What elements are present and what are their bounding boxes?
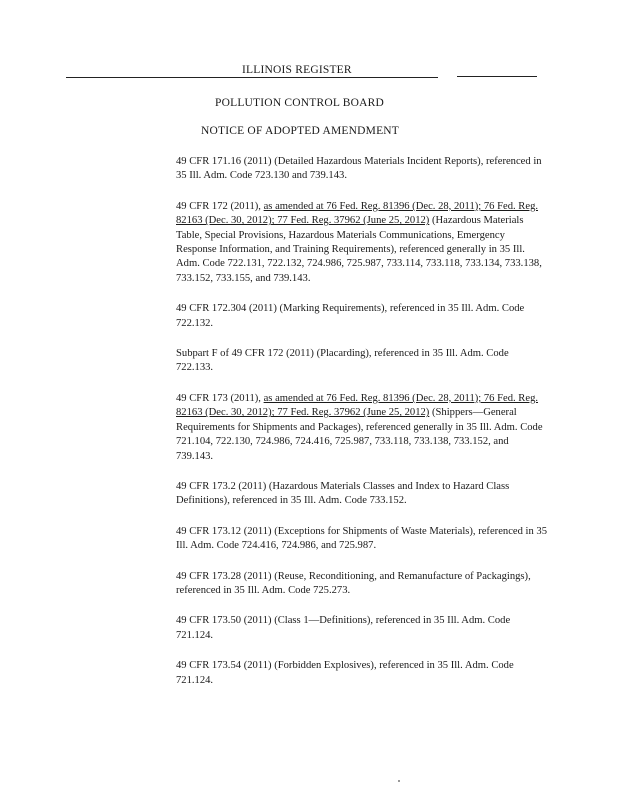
reference-entry	[176, 480, 548, 509]
entry-text	[176, 392, 548, 464]
reference-entry	[176, 659, 548, 688]
entry-text: 49 CFR 173.28 (2011) (Reuse, Reconditioning, and Remanufacture of Packagings), referenced in 35 Ill. Adm. Code 725.273.	[176, 570, 531, 596]
entry-citation: 49 CFR 173 (2011),	[176, 392, 264, 404]
entry-text: 49 CFR 173.2 (2011) (Hazardous Materials Classes and Index to Hazard Class Definitions), referenced in 35 Ill. Adm. Code 733.152.	[176, 480, 510, 507]
reference-entry	[176, 200, 548, 286]
entry-amendment: as amended at 76 Fed. Reg. 81396 (Dec. 28, 2011); 76 Fed. Reg. 82163 (Dec. 30, 2012); 77 Fed. Reg. 37962 (June 25, 2012)	[176, 200, 539, 227]
reference-entry	[176, 347, 548, 376]
entry-text: 49 CFR 173.12 (2011) (Exceptions for Shipments of Waste Materials), referenced in 35 Ill. Adm. Code 724.416, 724.986, and 725.987.	[176, 525, 548, 552]
header-rule-left	[66, 77, 438, 78]
reference-entry	[176, 570, 548, 599]
reference-entry	[176, 525, 548, 554]
scan-speck	[398, 780, 400, 782]
reference-entry	[176, 302, 548, 331]
entry-citation: 49 CFR 172 (2011),	[176, 200, 264, 212]
entry-text	[176, 200, 548, 286]
entry-description: (Hazardous Materials Table, Special Provisions, Hazardous Materials Communications, Emergency Response Information, and Training Requirements), referenced generally in 35 Ill. Adm. Code 722.131, 722.132, 724.986, 725.987, 733.114, 733.118, 733.134, 733.138, 733.152, 733.155, and 739.143.	[176, 215, 542, 284]
entry-amendment: as amended at 76 Fed. Reg. 81396 (Dec. 28, 2011); 76 Fed. Reg. 82163 (Dec. 30, 2012); 77 Fed. Reg. 37962 (June 25, 2012)	[176, 392, 539, 419]
reference-entry	[176, 155, 548, 184]
register-title: ILLINOIS REGISTER	[242, 64, 352, 76]
notice-title: NOTICE OF ADOPTED AMENDMENT	[201, 125, 400, 137]
reference-list	[176, 155, 548, 704]
entry-text: Subpart F of 49 CFR 172 (2011) (Placarding), referenced in 35 Ill. Adm. Code 722.133.	[176, 348, 509, 374]
entry-text: 49 CFR 172.304 (2011) (Marking Requirements), referenced in 35 Ill. Adm. Code 722.132.	[176, 303, 525, 329]
entry-description: (Shippers—General Requirements for Shipments and Packages), referenced generally in 35 Ill. Adm. Code 721.104, 722.130, 724.986, 724.416, 725.987, 733.118, 733.138, 733.152, and 739.143.	[176, 407, 543, 462]
reference-entry	[176, 614, 548, 643]
header-rule-right	[457, 76, 537, 77]
entry-text: 49 CFR 173.50 (2011) (Class 1—Definitions), referenced in 35 Ill. Adm. Code 721.124.	[176, 615, 511, 641]
reference-entry	[176, 392, 548, 464]
agency-title: POLLUTION CONTROL BOARD	[215, 97, 385, 109]
entry-text: 49 CFR 171.16 (2011) (Detailed Hazardous Materials Incident Reports), referenced in 35 Ill. Adm. Code 723.130 and 739.143.	[176, 156, 542, 182]
entry-text: 49 CFR 173.54 (2011) (Forbidden Explosives), referenced in 35 Ill. Adm. Code 721.124.	[176, 660, 514, 686]
